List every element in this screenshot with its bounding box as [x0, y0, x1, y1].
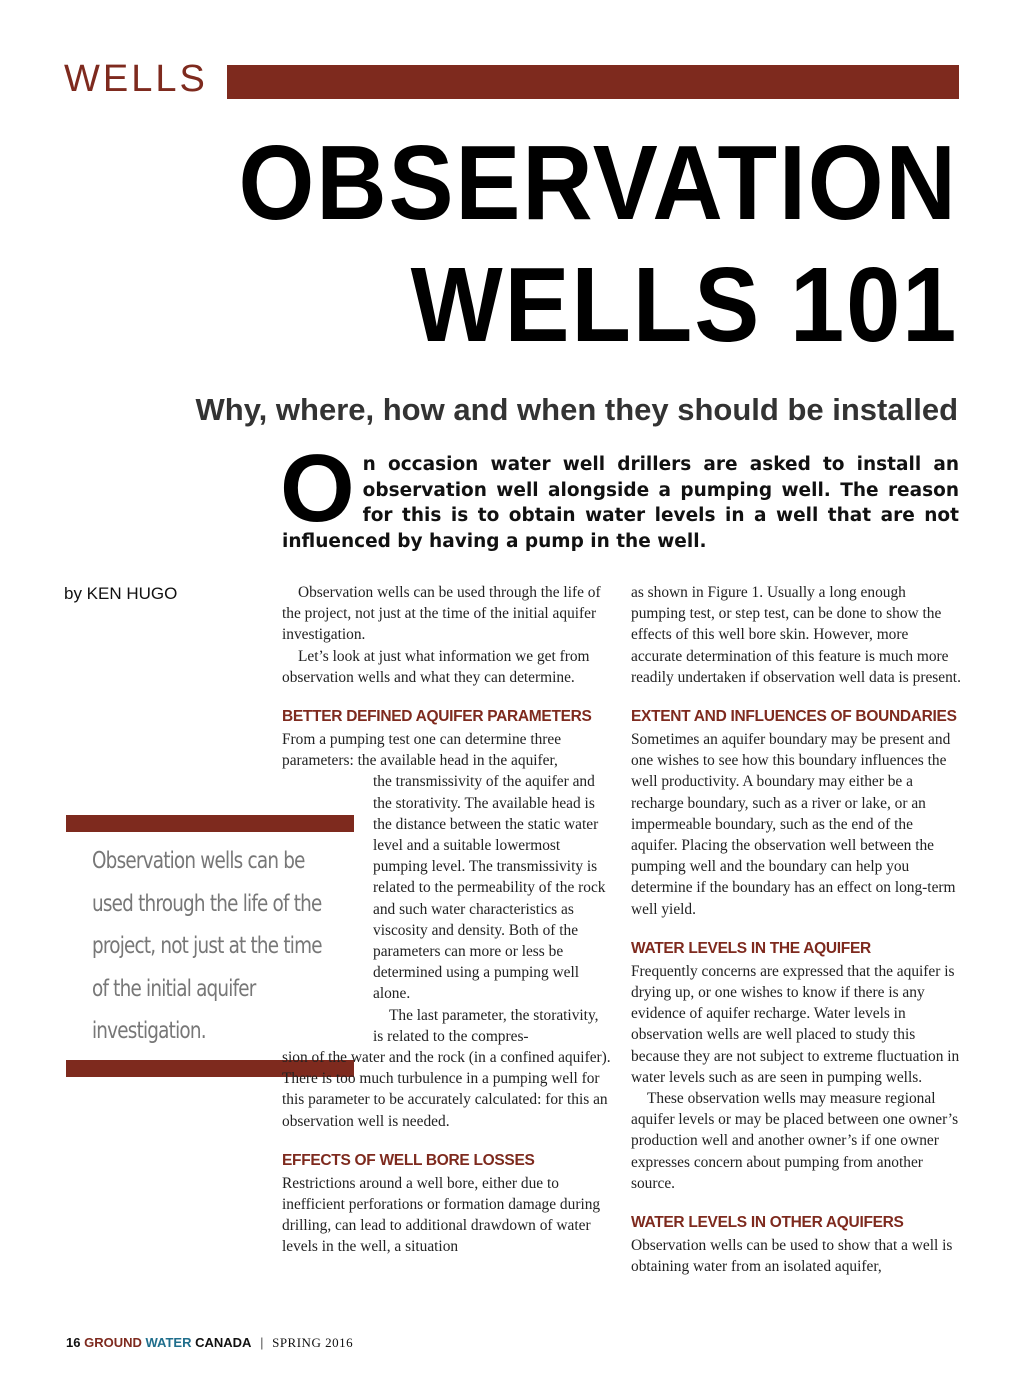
paragraph: Frequently concerns are expressed that the aquifer is drying up, or one wishes to know if there is any evidence of aquifer recharge. Water levels in observation wells are well placed to study this because they are not subject to extreme fluctuation in water levels such as are seen in pumping wells.: [631, 962, 960, 1086]
issue-date: SPRING 2016: [272, 1335, 354, 1350]
page-number: 16: [66, 1335, 81, 1350]
intro-text: n occasion water well drillers are asked to install an observation well alongside a pumping well. The reason for this is to obtain water levels in a well that are not influenced by having a pump in the well.: [282, 454, 959, 552]
article-column-1: [282, 582, 612, 1258]
paragraph: Sometimes an aquifer boundary may be present and one wishes to see how this boundary influences the well productivity. A boundary may either be a recharge boundary, such as a river or lake, or an impermeable boundary, such as the end of the aquifer. Placing the observation well between the pumping well and the boundary can help you determine if the boundary has an effect on long-term well yield.: [631, 731, 956, 918]
paragraph: Restrictions around a well bore, either due to inefficient perforations or formation damage during drilling, can lead to additional drawdown of water levels in the well, a situation: [282, 1174, 601, 1256]
article-column-2: [631, 582, 961, 1277]
section-heading: EFFECTS OF WELL BORE LOSSES: [282, 1151, 535, 1169]
subhead: Why, where, how and when they should be installed: [195, 392, 958, 427]
paragraph-wrapped: The last parameter, the storativity, is related to the compres-: [373, 1006, 599, 1045]
paragraph-wrapped: the transmissivity of the aquifer and the storativity. The available head is the distance between the static water level and a suitable lowermost pumping level. The transmissivity is related to the permeability of the rock and such water characteristics as viscosity and density. Both of the parameters can more or less be determined using a pumping well alone.: [373, 773, 606, 1003]
intro-paragraph: [280, 435, 959, 554]
publication-name-part: WATER: [145, 1335, 192, 1350]
section-label: WELLS: [64, 58, 208, 100]
section-rule: [227, 65, 959, 99]
headline-line-2: WELLS 101: [410, 246, 958, 364]
publication-name-part: GROUND: [84, 1335, 142, 1350]
publication-name-part: CANADA: [195, 1335, 252, 1350]
byline: by KEN HUGO: [64, 584, 178, 603]
page-footer: [66, 1335, 353, 1351]
headline-line-1: OBSERVATION: [238, 124, 958, 242]
paragraph: as shown in Figure 1. Usually a long enough pumping test, or step test, can be done to show the effects of this well bore skin. However, more accurate determination of this feature is much more readily undertaken if observation well data is present.: [631, 584, 961, 686]
paragraph: sion of the water and the rock (in a confined aquifer). There is too much turbulence in a pumping well for this parameter to be accurately calculated: for this an observation well is needed.: [282, 1049, 611, 1130]
paragraph: Observation wells can be used to show that a well is obtaining water from an isolated aquifer,: [631, 1237, 953, 1276]
paragraph: Observation wells can be used through the life of the project, not just at the time of the initial aquifer investigation.: [282, 584, 601, 644]
drop-cap: O: [280, 435, 355, 542]
pull-quote: Observation wells can be used through the life of the project, not just at the time of the initial aquifer investigation.: [92, 848, 322, 1044]
section-heading: WATER LEVELS IN THE AQUIFER: [631, 939, 871, 957]
section-heading: EXTENT AND INFLUENCES OF BOUNDARIES: [631, 708, 957, 726]
footer-separator: |: [260, 1335, 264, 1350]
section-heading: WATER LEVELS IN OTHER AQUIFERS: [631, 1214, 904, 1232]
section-heading: BETTER DEFINED AQUIFER PARAMETERS: [282, 708, 592, 726]
paragraph: These observation wells may measure regional aquifer levels or may be placed between one owner’s production well and another owner’s if one owner expresses concern about pumping from another source.: [631, 1090, 959, 1192]
paragraph: From a pumping test one can determine three parameters: the available head in the aquifer,: [282, 731, 562, 770]
paragraph: Let’s look at just what information we get from observation wells and what they can determine.: [282, 647, 590, 686]
